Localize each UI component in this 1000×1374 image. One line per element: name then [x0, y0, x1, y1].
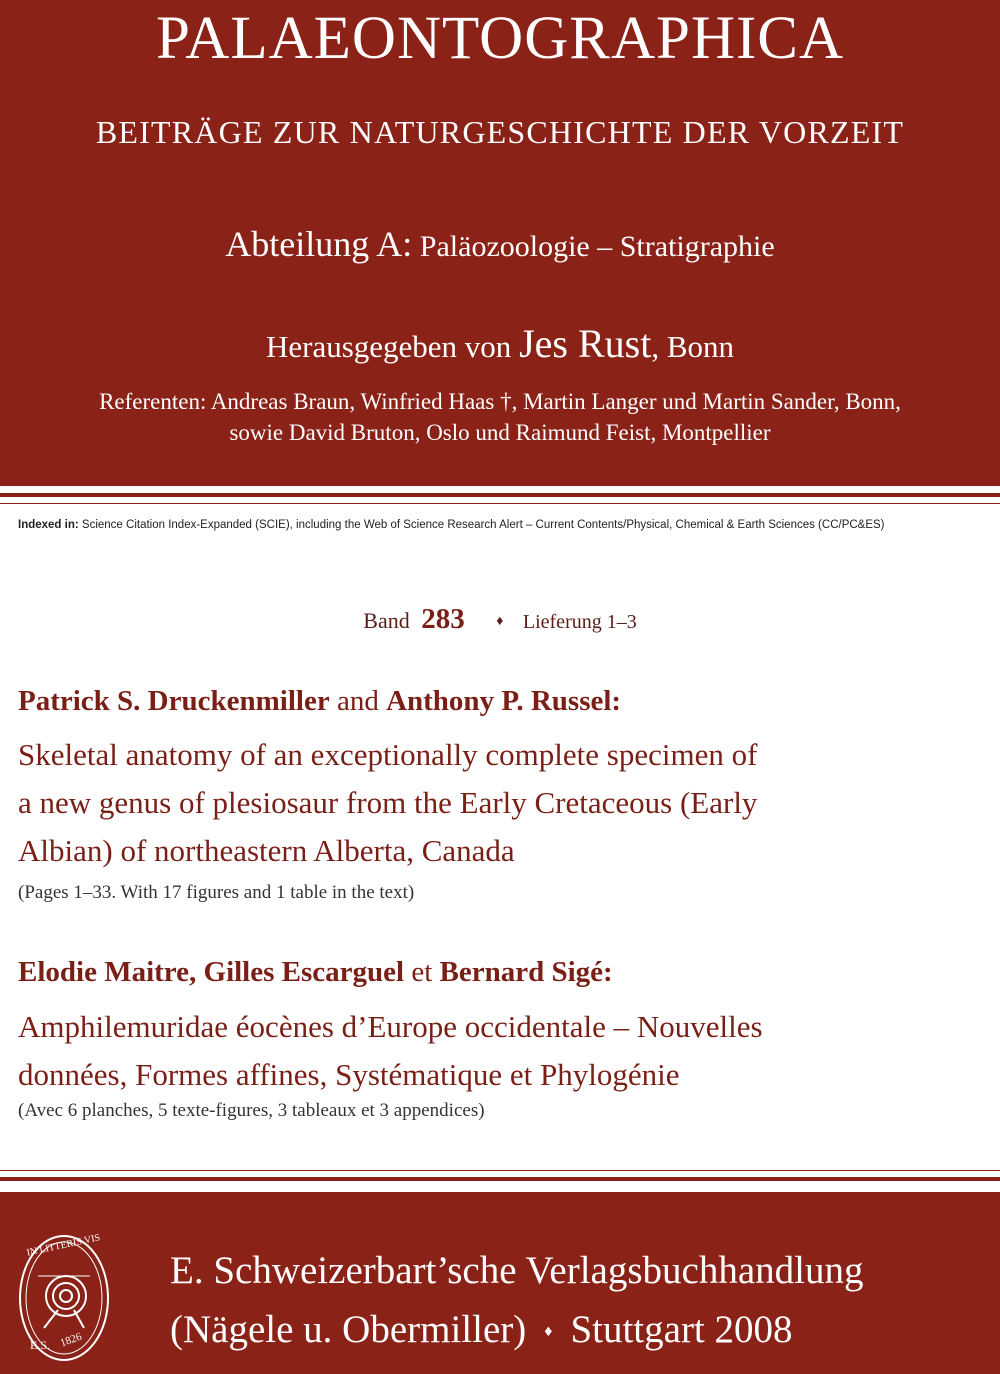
- article-1-title-line-1: Skeletal anatomy of an exceptionally complete specimen of: [18, 737, 758, 772]
- editor-name: Jes Rust: [519, 321, 652, 366]
- footer-rule-thin: [0, 1170, 1000, 1171]
- article-1-authors: [18, 685, 621, 718]
- article-1-conjunction: and: [336, 685, 379, 717]
- article-1-title-line-3: Albian) of northeastern Alberta, Canada: [18, 833, 515, 868]
- seal-initials: E.S.: [30, 1338, 51, 1352]
- article-2-title-line-1: Amphilemuridae éocènes d’Europe occidentale – Nouvelles: [18, 1009, 763, 1044]
- seal-year: 1826: [58, 1330, 84, 1350]
- editor-prefix: Herausgegeben von: [265, 329, 512, 364]
- publisher-place-year: Stuttgart 2008: [570, 1308, 793, 1351]
- article-1-author-1: Patrick S. Druckenmiller: [18, 685, 330, 717]
- article-1-note: (Pages 1–33. With 17 figures and 1 table in the text): [18, 882, 415, 903]
- publisher-owners: (Nägele u. Obermiller): [170, 1308, 527, 1351]
- article-1-title: [18, 731, 993, 875]
- referees-line-1: Referenten: Andreas Braun, Winfried Haas †, Martin Langer und Martin Sander, Bonn,: [99, 389, 901, 414]
- indexing-note: [18, 519, 885, 531]
- article-2-title-line-2: données, Formes affines, Systématique et Phylogénie: [18, 1057, 680, 1092]
- band-label: Band: [363, 608, 410, 633]
- footer-rule-thick: [0, 1177, 1000, 1181]
- editor-city: , Bonn: [651, 329, 734, 364]
- article-2-note: (Avec 6 planches, 5 texte-figures, 3 tableaux et 3 appendices): [18, 1100, 485, 1121]
- division-label: Abteilung A:: [225, 224, 413, 264]
- article-1-title-line-2: a new genus of plesiosaur from the Early Cretaceous (Early: [18, 785, 758, 820]
- publisher-name: E. Schweizerbart’sche Verlagsbuchhandlung: [170, 1249, 864, 1292]
- article-1-author-2: Anthony P. Russel:: [386, 685, 622, 717]
- referees: [0, 386, 1000, 448]
- band-number: 283: [421, 603, 465, 635]
- editor-line: [0, 320, 1000, 367]
- header-rule-thin: [0, 503, 1000, 504]
- division-line: [0, 223, 1000, 265]
- issue-label: Lieferung 1–3: [522, 611, 637, 633]
- header-band: [0, 0, 1000, 486]
- article-2-title: [18, 1003, 993, 1099]
- journal-subtitle: BEITRÄGE ZUR NATURGESCHICHTE DER VORZEIT: [95, 114, 905, 150]
- header-rule-thick: [0, 493, 1000, 497]
- article-2-conjunction: et: [411, 956, 433, 988]
- journal-title: PALAEONTOGRAPHICA: [155, 5, 845, 72]
- article-2-authors: [18, 956, 613, 989]
- publisher-diamond: ♦: [544, 1323, 553, 1340]
- seal-motto: IN LITTERIS VIS: [25, 1232, 102, 1259]
- article-2-author-1: Elodie Maitre, Gilles Escarguel: [18, 956, 405, 988]
- diamond-separator: ♦: [496, 614, 504, 629]
- referees-line-2: sowie David Bruton, Oslo und Raimund Feist, Montpellier: [229, 420, 771, 445]
- indexing-text: Science Citation Index-Expanded (SCIE), including the Web of Science Research Alert – Current Contents/Physical, Chemical & Earth Sciences (CC/PC&ES): [81, 519, 885, 531]
- article-2-author-2: Bernard Sigé:: [439, 956, 613, 988]
- division-topic: Paläozoologie – Stratigraphie: [419, 230, 775, 263]
- publisher-line-2: [170, 1302, 793, 1360]
- volume-line: [0, 603, 1000, 636]
- indexing-label: Indexed in:: [18, 519, 79, 531]
